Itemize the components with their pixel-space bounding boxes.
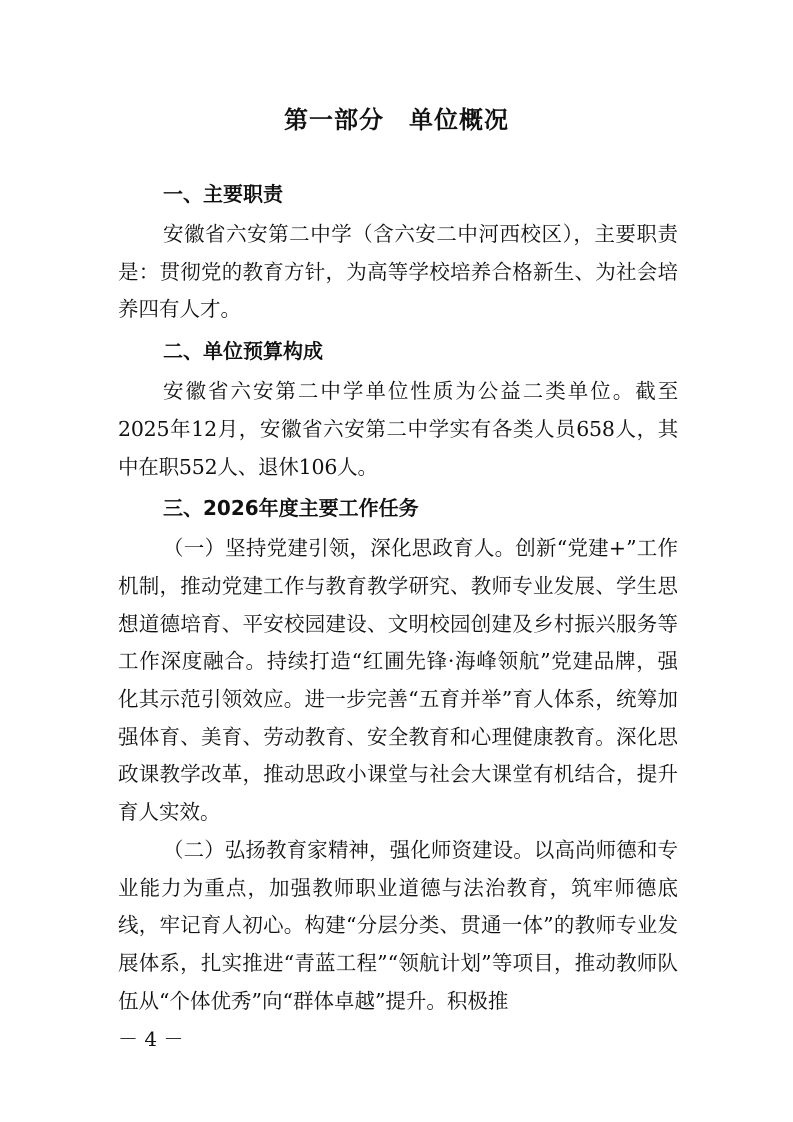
- section-heading-main-tasks: 三、2026年度主要工作任务: [163, 496, 419, 521]
- paragraph-budget-composition: 安徽省六安第二中学单位性质为公益二类单位。截至2025年12月，安徽省六安第二中学实有各类人员658人，其中在职552人、退休106人。: [118, 379, 678, 479]
- paragraph-teacher-development: （二）弘扬教育家精神，强化师资建设。以高尚师德和专业能力为重点，加强教师职业道德与法治教育，筑牢师德底线，牢记育人初心。构建“分层分类、贯通一体”的教师专业发展体系，扎实推进“青蓝工程”“领航计划”等项目，推动教师队伍从“个体优秀”向“群体卓越”提升。积极推: [118, 837, 678, 1013]
- paragraph-party-building: （一）坚持党建引领，深化思政育人。创新“党建+”工作机制，推动党建工作与教育教学研究、教师专业发展、学生思想道德培育、平安校园建设、文明校园创建及乡村振兴服务等工作深度融合。持续打造“红圃先锋·海峰领航”党建品牌，强化其示范引领效应。进一步完善“五育并举”育人体系，统筹加强体育、美育、劳动教育、安全教育和心理健康教育。深化思政课教学改革，推动思政小课堂与社会大课堂有机结合，提升育人实效。: [118, 536, 678, 825]
- page-title: 第一部分 单位概况: [284, 106, 509, 134]
- section-heading-duties: 一、主要职责: [163, 182, 283, 206]
- paragraph-duties: 安徽省六安第二中学（含六安二中河西校区），主要职责是：贯彻党的教育方针，为高等学校培养合格新生、为社会培养四有人才。: [118, 222, 678, 322]
- document-body: [118, 172, 678, 1020]
- section-heading-budget-composition: 二、单位预算构成: [163, 339, 323, 364]
- page-number: － 4 －: [118, 1027, 184, 1051]
